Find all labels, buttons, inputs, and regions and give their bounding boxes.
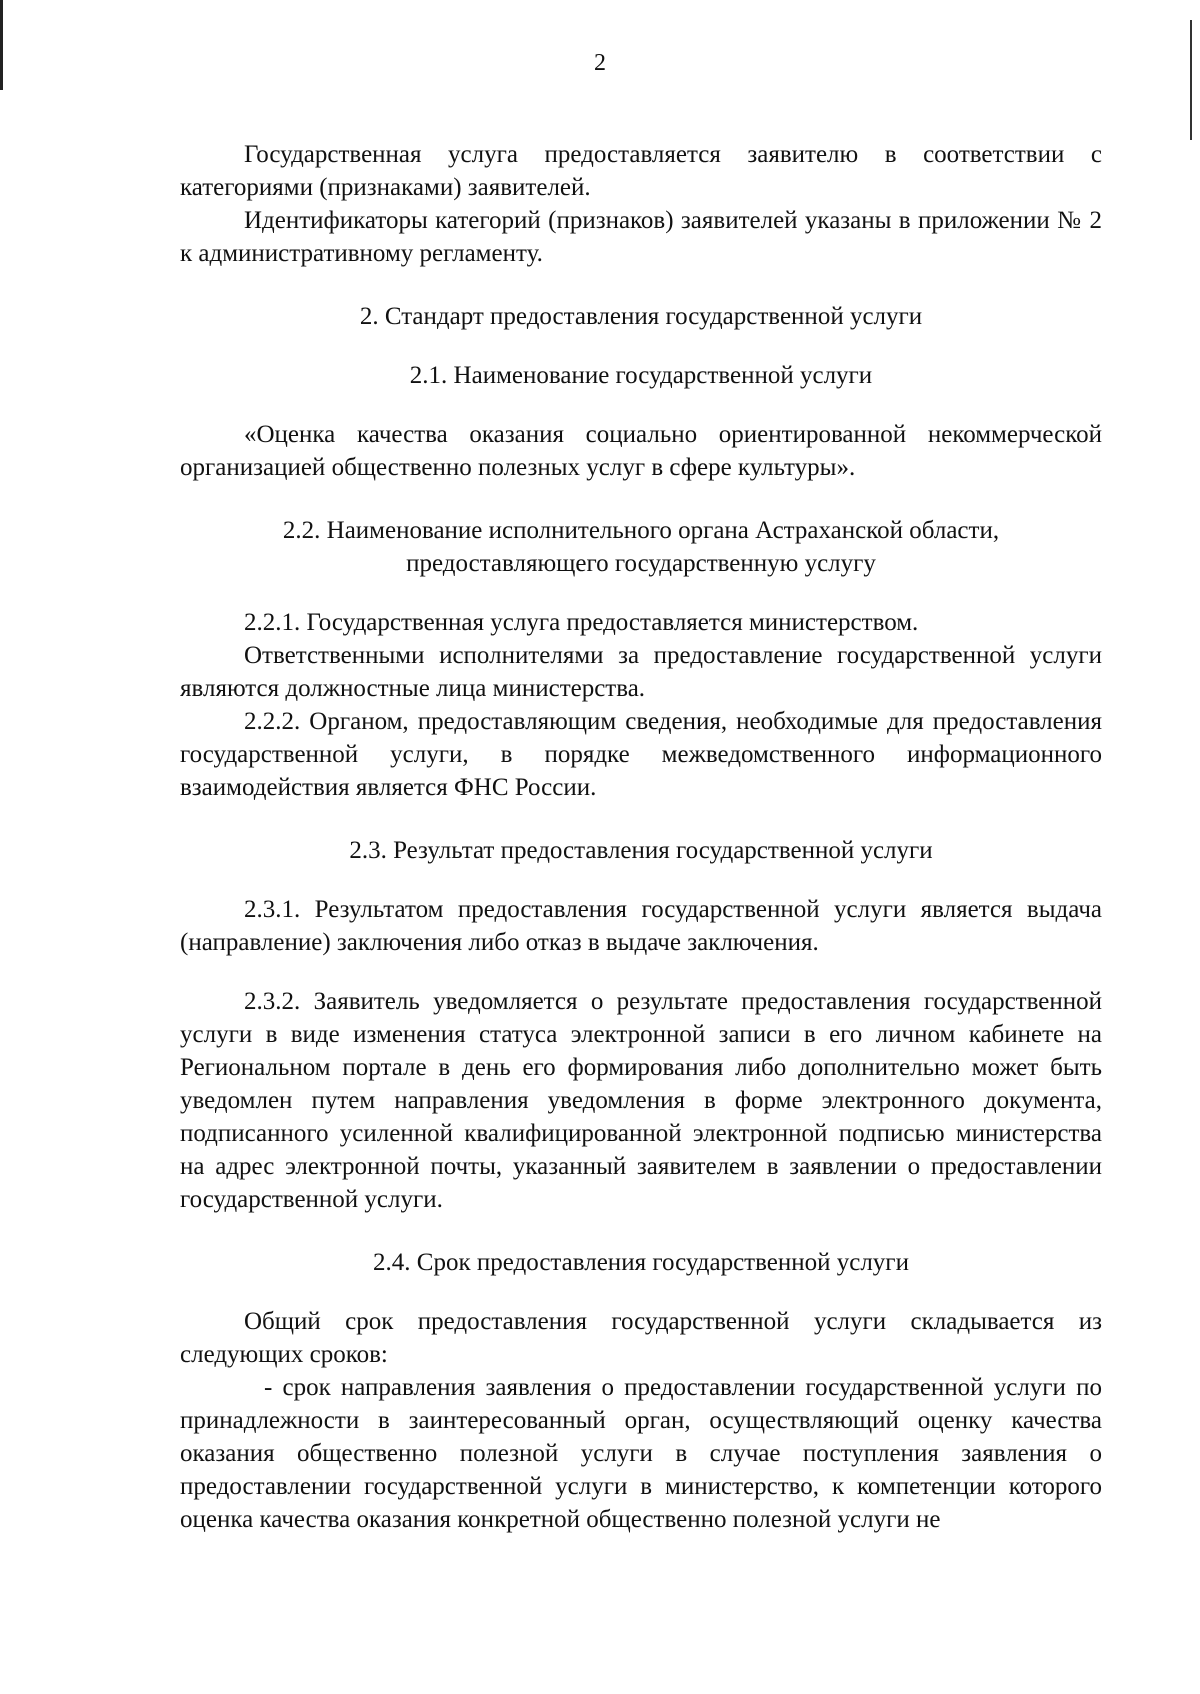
section-heading-2-4: 2.4. Срок предоставления государственной услуги (373, 1249, 909, 1276)
paragraph-2-2-1: 2.2.1. Государственная услуга предоставляется министерством. (244, 609, 919, 636)
document-body (180, 138, 1102, 1536)
section-heading-2-2-line2: предоставляющего государственную услугу (406, 550, 876, 577)
page-number: 2 (594, 50, 606, 76)
paragraph-2-3-1: 2.3.1. Результатом предоставления государственной услуги является выдача (направление) заключения либо отказ в выдаче заключения. (180, 896, 1102, 956)
scan-edge-right (1190, 20, 1192, 140)
section-heading-2-2-line1: 2.2. Наименование исполнительного органа Астраханской области, (282, 517, 1000, 544)
section-heading-2-1: 2.1. Наименование государственной услуги (409, 362, 873, 389)
paragraph-2-2-2: 2.2.2. Органом, предоставляющим сведения, необходимые для предоставления государственной услуги, в порядке межведомственного информационного взаимодействия является ФНС России. (180, 708, 1102, 801)
list-item-forwarding-term: - срок направления заявления о предоставлении государственной услуги по принадлежности в заинтересованный орган, осуществляющий оценку качества оказания общественно полезной услуги в случае поступления заявления о предоставлении государственной услуги в министерство, к компетенции которого оценка качества оказания конкретной общественно полезной услуги не (180, 1374, 1102, 1533)
paragraph-total-term: Общий срок предоставления государственной услуги складывается из следующих сроков: (180, 1308, 1102, 1368)
paragraph-service-name: «Оценка качества оказания социально ориентированной некоммерческой организацией общественно полезных услуг в сфере культуры». (180, 421, 1102, 481)
paragraph-responsible-officials: Ответственными исполнителями за предоставление государственной услуги являются должностные лица министерства. (180, 642, 1102, 702)
paragraph-2-3-2: 2.3.2. Заявитель уведомляется о результате предоставления государственной услуги в виде изменения статуса электронной записи в его личном кабинете на Региональном портале в день его формирования либо дополнительно может быть уведомлен путем направления уведомления в форме электронного документа, подписанного усиленной квалифицированной электронной подписью министерства на адрес электронной почты, указанный заявителем в заявлении о предоставлении государственной услуги. (180, 988, 1102, 1213)
paragraph-category-identifiers: Идентификаторы категорий (признаков) заявителей указаны в приложении № 2 к административному регламенту. (180, 207, 1102, 267)
section-heading-standard: 2. Стандарт предоставления государственной услуги (359, 303, 923, 330)
paragraph-applicant-categories: Государственная услуга предоставляется заявителю в соответствии с категориями (признаками) заявителей. (180, 141, 1102, 201)
section-heading-2-3: 2.3. Результат предоставления государственной услуги (349, 837, 933, 864)
